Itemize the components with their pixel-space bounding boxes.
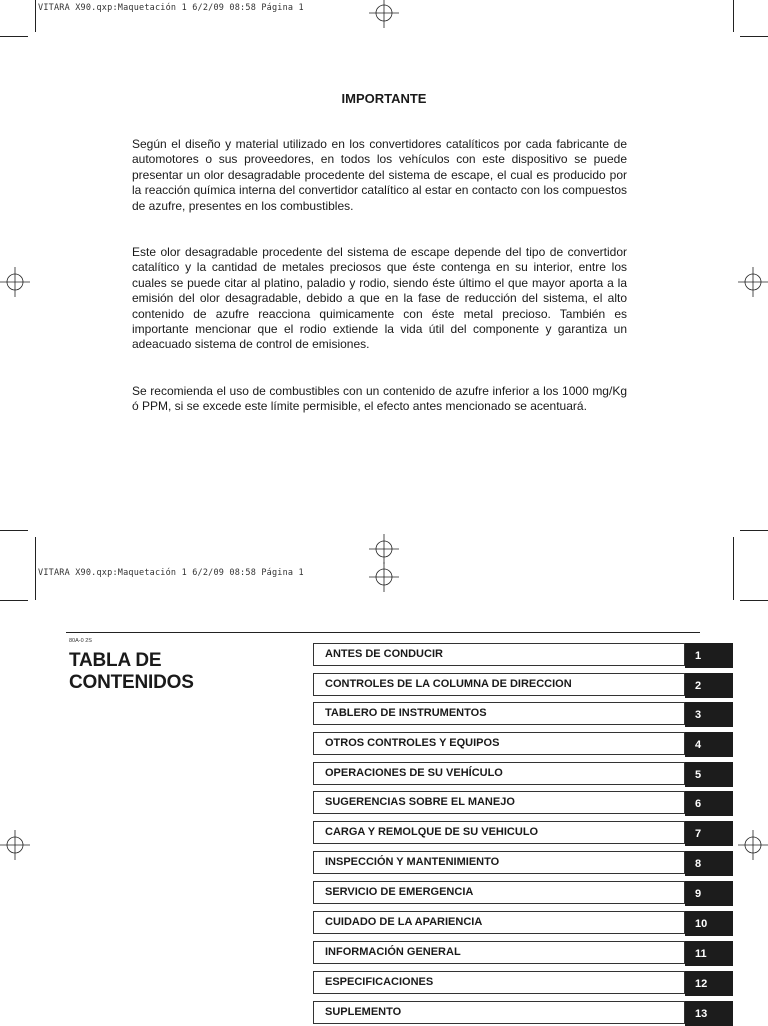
toc-entry[interactable] bbox=[313, 851, 733, 876]
toc-entry[interactable] bbox=[313, 971, 733, 996]
toc-title-line: CONTENIDOS bbox=[69, 672, 194, 693]
crop-mark bbox=[740, 530, 768, 531]
toc-entry-number: 9 bbox=[685, 881, 733, 906]
toc-entry-number: 3 bbox=[685, 702, 733, 727]
toc-entry[interactable] bbox=[313, 881, 733, 906]
toc-entry[interactable] bbox=[313, 673, 733, 698]
toc-entry[interactable] bbox=[313, 762, 733, 787]
toc-entry[interactable] bbox=[313, 1001, 733, 1026]
toc-entry-label: OPERACIONES DE SU VEHÍCULO bbox=[325, 767, 503, 779]
body-paragraph: Este olor desagradable procedente del sistema de escape depende del tipo de convertidor catalítico y la cantidad de metales preciosos que éste contenga en su interior, entre los cuales se puede citar al platino, paladio y rodio, siendo éste último el que mayor aporta a la emisión del olor desagradable, debido a que en la fase de reducción del sistema, el alto contenido de azufre reacciona quimicamente con éste metal precioso. También es importante mencionar que el rodio extiende la vida útil del componente y garantiza un adeacuado sistema de control de emisiones. bbox=[132, 245, 627, 352]
toc-entry-number: 10 bbox=[685, 911, 733, 936]
toc-entry-label: SERVICIO DE EMERGENCIA bbox=[325, 886, 474, 898]
toc-entry[interactable] bbox=[313, 911, 733, 936]
crop-mark bbox=[0, 530, 28, 531]
toc-entry-number: 2 bbox=[685, 673, 733, 698]
section-code: 80A-0 2S bbox=[69, 638, 92, 644]
toc-entry-number: 11 bbox=[685, 941, 733, 966]
toc-entry-label: SUGERENCIAS SOBRE EL MANEJO bbox=[325, 796, 515, 808]
toc-entry-number: 8 bbox=[685, 851, 733, 876]
registration-mark-icon bbox=[738, 267, 768, 297]
toc-entry-label: ESPECIFICACIONES bbox=[325, 976, 434, 988]
toc-entry-number: 1 bbox=[685, 643, 733, 668]
toc-title bbox=[69, 650, 194, 694]
crop-mark bbox=[733, 537, 734, 600]
print-slug-middle: VITARA X90.qxp:Maquetación 1 6/2/09 08:58 Página 1 bbox=[38, 568, 304, 578]
registration-mark-icon bbox=[0, 830, 30, 860]
toc-entry-label: INFORMACIÓN GENERAL bbox=[325, 946, 461, 958]
toc-entry[interactable] bbox=[313, 732, 733, 757]
page-heading: IMPORTANTE bbox=[341, 91, 427, 106]
crop-mark bbox=[35, 0, 36, 32]
registration-mark-icon bbox=[0, 267, 30, 297]
toc-entry-label: CUIDADO DE LA APARIENCIA bbox=[325, 916, 483, 928]
toc-title-line: TABLA DE bbox=[69, 650, 162, 671]
toc-entry-number: 7 bbox=[685, 821, 733, 846]
toc-entry-label: ANTES DE CONDUCIR bbox=[325, 648, 443, 660]
toc-entry-label: SUPLEMENTO bbox=[325, 1006, 402, 1018]
toc-entry[interactable] bbox=[313, 702, 733, 727]
crop-mark bbox=[740, 600, 768, 601]
header-rule bbox=[66, 632, 700, 633]
body-paragraph: Se recomienda el uso de combustibles con un contenido de azufre inferior a los 1000 mg/Kg ó PPM, si se excede este límite permisible, el efecto antes mencionado se acentuará. bbox=[132, 384, 627, 414]
registration-mark-icon bbox=[738, 830, 768, 860]
toc-entry-label: CONTROLES DE LA COLUMNA DE DIRECCION bbox=[325, 678, 572, 690]
toc-entry[interactable] bbox=[313, 821, 733, 846]
toc-entry[interactable] bbox=[313, 643, 733, 668]
toc-entry-number: 13 bbox=[685, 1001, 733, 1026]
crop-mark bbox=[740, 36, 768, 37]
toc-entry-label: TABLERO DE INSTRUMENTOS bbox=[325, 707, 487, 719]
print-slug-top: VITARA X90.qxp:Maquetación 1 6/2/09 08:58 Página 1 bbox=[38, 3, 304, 13]
toc-entry-number: 12 bbox=[685, 971, 733, 996]
toc-entry-label: CARGA Y REMOLQUE DE SU VEHICULO bbox=[325, 826, 539, 838]
crop-mark bbox=[35, 537, 36, 600]
toc-entry-label: INSPECCIÓN Y MANTENIMIENTO bbox=[325, 856, 500, 868]
registration-mark-icon bbox=[369, 562, 399, 592]
toc-entry-label: OTROS CONTROLES Y EQUIPOS bbox=[325, 737, 500, 749]
toc-entry[interactable] bbox=[313, 791, 733, 816]
toc-entry[interactable] bbox=[313, 941, 733, 966]
toc-entry-number: 5 bbox=[685, 762, 733, 787]
toc-entry-number: 4 bbox=[685, 732, 733, 757]
crop-mark bbox=[0, 36, 28, 37]
crop-mark bbox=[0, 600, 28, 601]
crop-mark bbox=[733, 0, 734, 32]
toc-entry-number: 6 bbox=[685, 791, 733, 816]
registration-mark-icon bbox=[369, 534, 399, 564]
body-paragraph: Según el diseño y material utilizado en los convertidores catalíticos por cada fabricante de automotores o sus proveedores, en todos los vehículos con este dispositivo se puede presentar un olor desagradable procedente del sistema de escape, el cual es producido por la reacción química interna del convertidor catalítico al estar en contacto con los compuestos de azufre, presentes en los combustibles. bbox=[132, 137, 627, 213]
registration-mark-icon bbox=[369, 0, 399, 28]
